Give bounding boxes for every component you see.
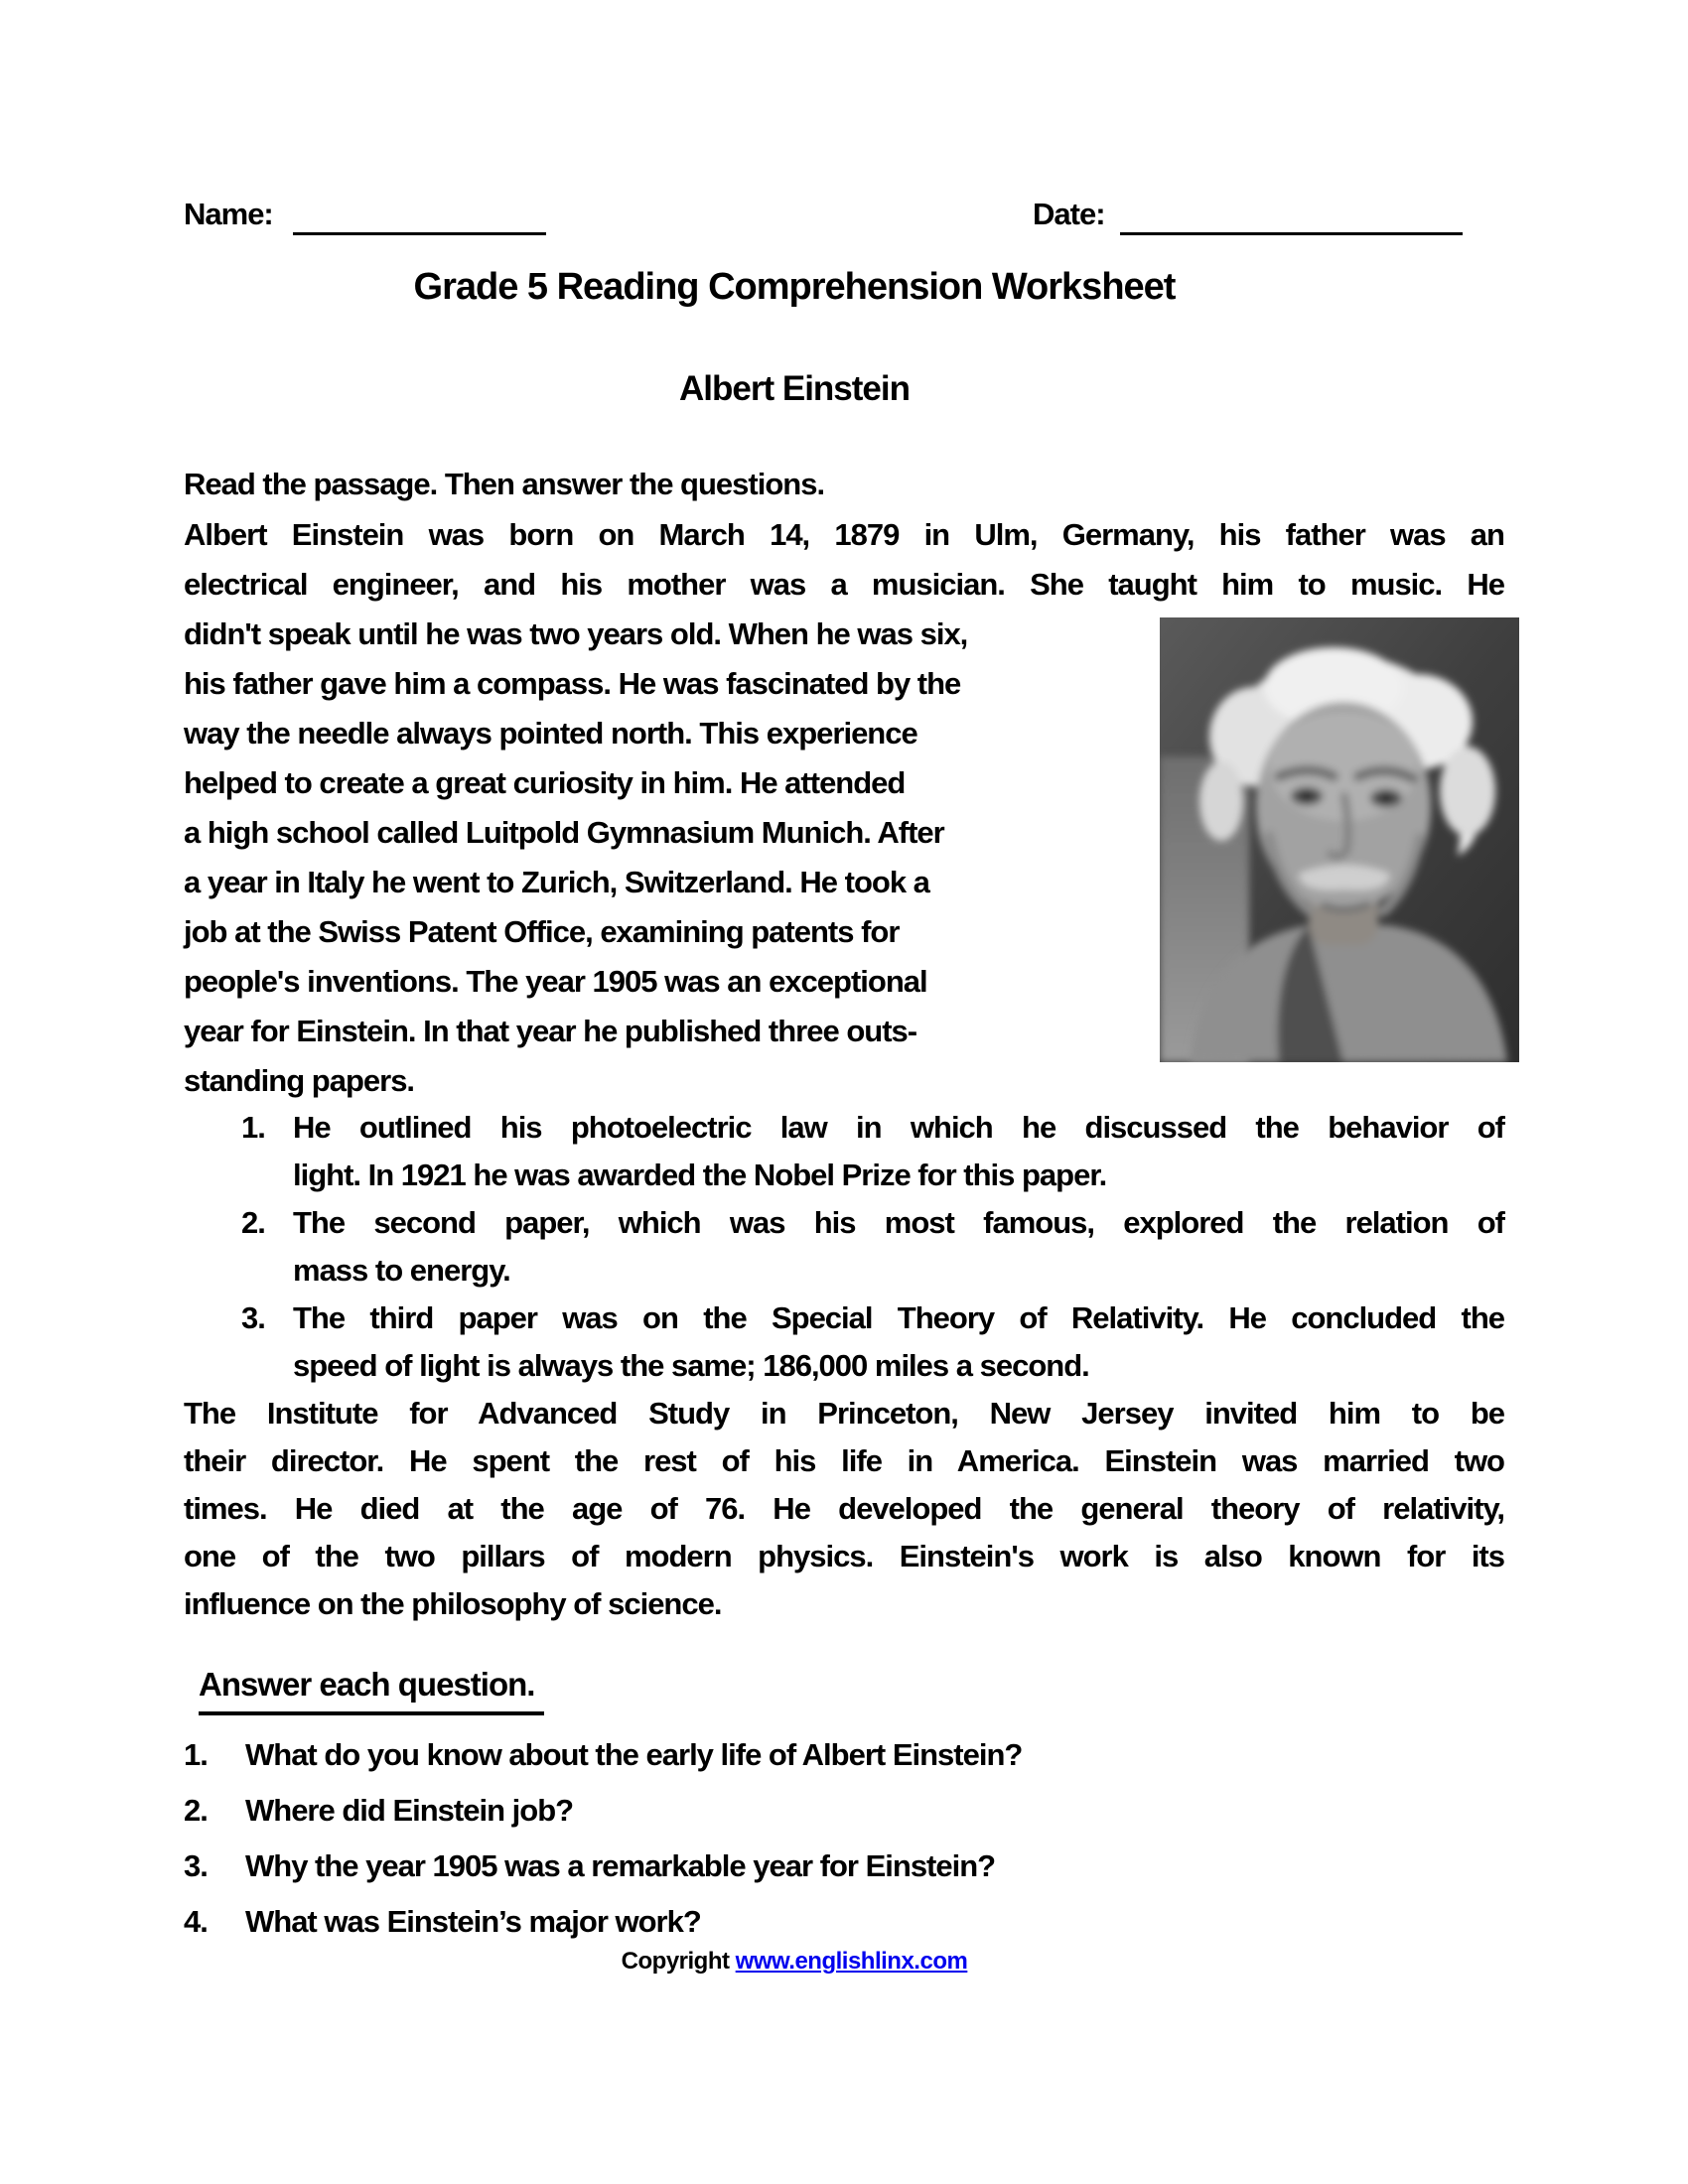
question-number: 2.	[184, 1793, 208, 1828]
answer-section-heading: Answer each question.	[199, 1666, 544, 1715]
point-number: 1.	[241, 1110, 265, 1145]
passage-line: helped to create a great curiosity in him. He attended	[184, 765, 906, 800]
einstein-portrait-photo	[1160, 617, 1519, 1062]
passage-line: standing papers.	[184, 1063, 415, 1098]
numbered-point	[241, 1104, 1504, 1199]
numbered-point	[241, 1199, 1504, 1295]
point-line: light. In 1921 he was awarded the Nobel Prize for this paper.	[293, 1158, 1107, 1192]
closing-line: times. He died at the age of 76. He developed the general theory of relativity,	[184, 1491, 1504, 1526]
passage-line: way the needle always pointed north. This experience	[184, 716, 917, 751]
passage-line: his father gave him a compass. He was fascinated by the	[184, 666, 961, 701]
point-line: mass to energy.	[293, 1253, 510, 1288]
point-line: speed of light is always the same; 186,000 miles a second.	[293, 1348, 1089, 1383]
einstein-portrait-illustration	[1160, 617, 1519, 1062]
point-number: 3.	[241, 1300, 265, 1335]
question-number: 1.	[184, 1737, 208, 1772]
question-text: Where did Einstein job?	[245, 1793, 574, 1828]
point-line: The second paper, which was his most famous, explored the relation of	[293, 1205, 1504, 1240]
question-item	[184, 1791, 1504, 1846]
date-label: Date:	[1033, 197, 1105, 231]
point-line: He outlined his photoelectric law in which he discussed the behavior of	[293, 1110, 1504, 1145]
instruction-text: Read the passage. Then answer the questions.	[184, 467, 825, 501]
question-item	[184, 1735, 1504, 1791]
question-item	[184, 1846, 1504, 1902]
closing-line: their director. He spent the rest of his life in America. Einstein was married two	[184, 1443, 1504, 1478]
numbered-point	[241, 1295, 1504, 1390]
copyright-link[interactable]: www.englishlinx.com	[735, 1948, 968, 1975]
point-number: 2.	[241, 1205, 265, 1240]
name-label: Name:	[184, 197, 273, 231]
questions-list	[184, 1735, 1504, 1958]
date-blank-line	[1120, 199, 1463, 235]
passage-line: didn't speak until he was two years old. When he was six,	[184, 616, 968, 651]
closing-line: The Institute for Advanced Study in Princeton, New Jersey invited him to be	[184, 1396, 1504, 1431]
question-number: 3.	[184, 1848, 208, 1883]
passage-line: people's inventions. The year 1905 was an exceptional	[184, 964, 927, 999]
copyright-label: Copyright	[621, 1948, 730, 1975]
point-line: The third paper was on the Special Theory of Relativity. He concluded the	[293, 1300, 1504, 1335]
closing-line: one of the two pillars of modern physics. Einstein's work is also known for its	[184, 1539, 1504, 1573]
name-blank-line	[293, 199, 546, 235]
closing-paragraph	[184, 1390, 1504, 1628]
question-text: What do you know about the early life of Albert Einstein?	[245, 1737, 1023, 1772]
passage-line: a high school called Luitpold Gymnasium Munich. After	[184, 815, 944, 850]
question-text: Why the year 1905 was a remarkable year for Einstein?	[245, 1848, 996, 1883]
passage-line: job at the Swiss Patent Office, examining patents for	[184, 914, 900, 949]
passage-line: year for Einstein. In that year he published three outs-	[184, 1014, 917, 1048]
passage-line: electrical engineer, and his mother was a musician. She taught him to music. He	[184, 567, 1504, 602]
passage-line: a year in Italy he went to Zurich, Switzerland. He took a	[184, 865, 929, 899]
page-title: Grade 5 Reading Comprehension Worksheet	[413, 266, 1176, 308]
passage-line: Albert Einstein was born on March 14, 1879 in Ulm, Germany, his father was an	[184, 517, 1504, 552]
passage-numbered-points	[241, 1104, 1504, 1390]
copyright-footer	[119, 1948, 1470, 1976]
question-number: 4.	[184, 1904, 208, 1939]
passage-title: Albert Einstein	[679, 369, 910, 408]
closing-line: influence on the philosophy of science.	[184, 1586, 722, 1621]
question-text: What was Einstein’s major work?	[245, 1904, 701, 1939]
